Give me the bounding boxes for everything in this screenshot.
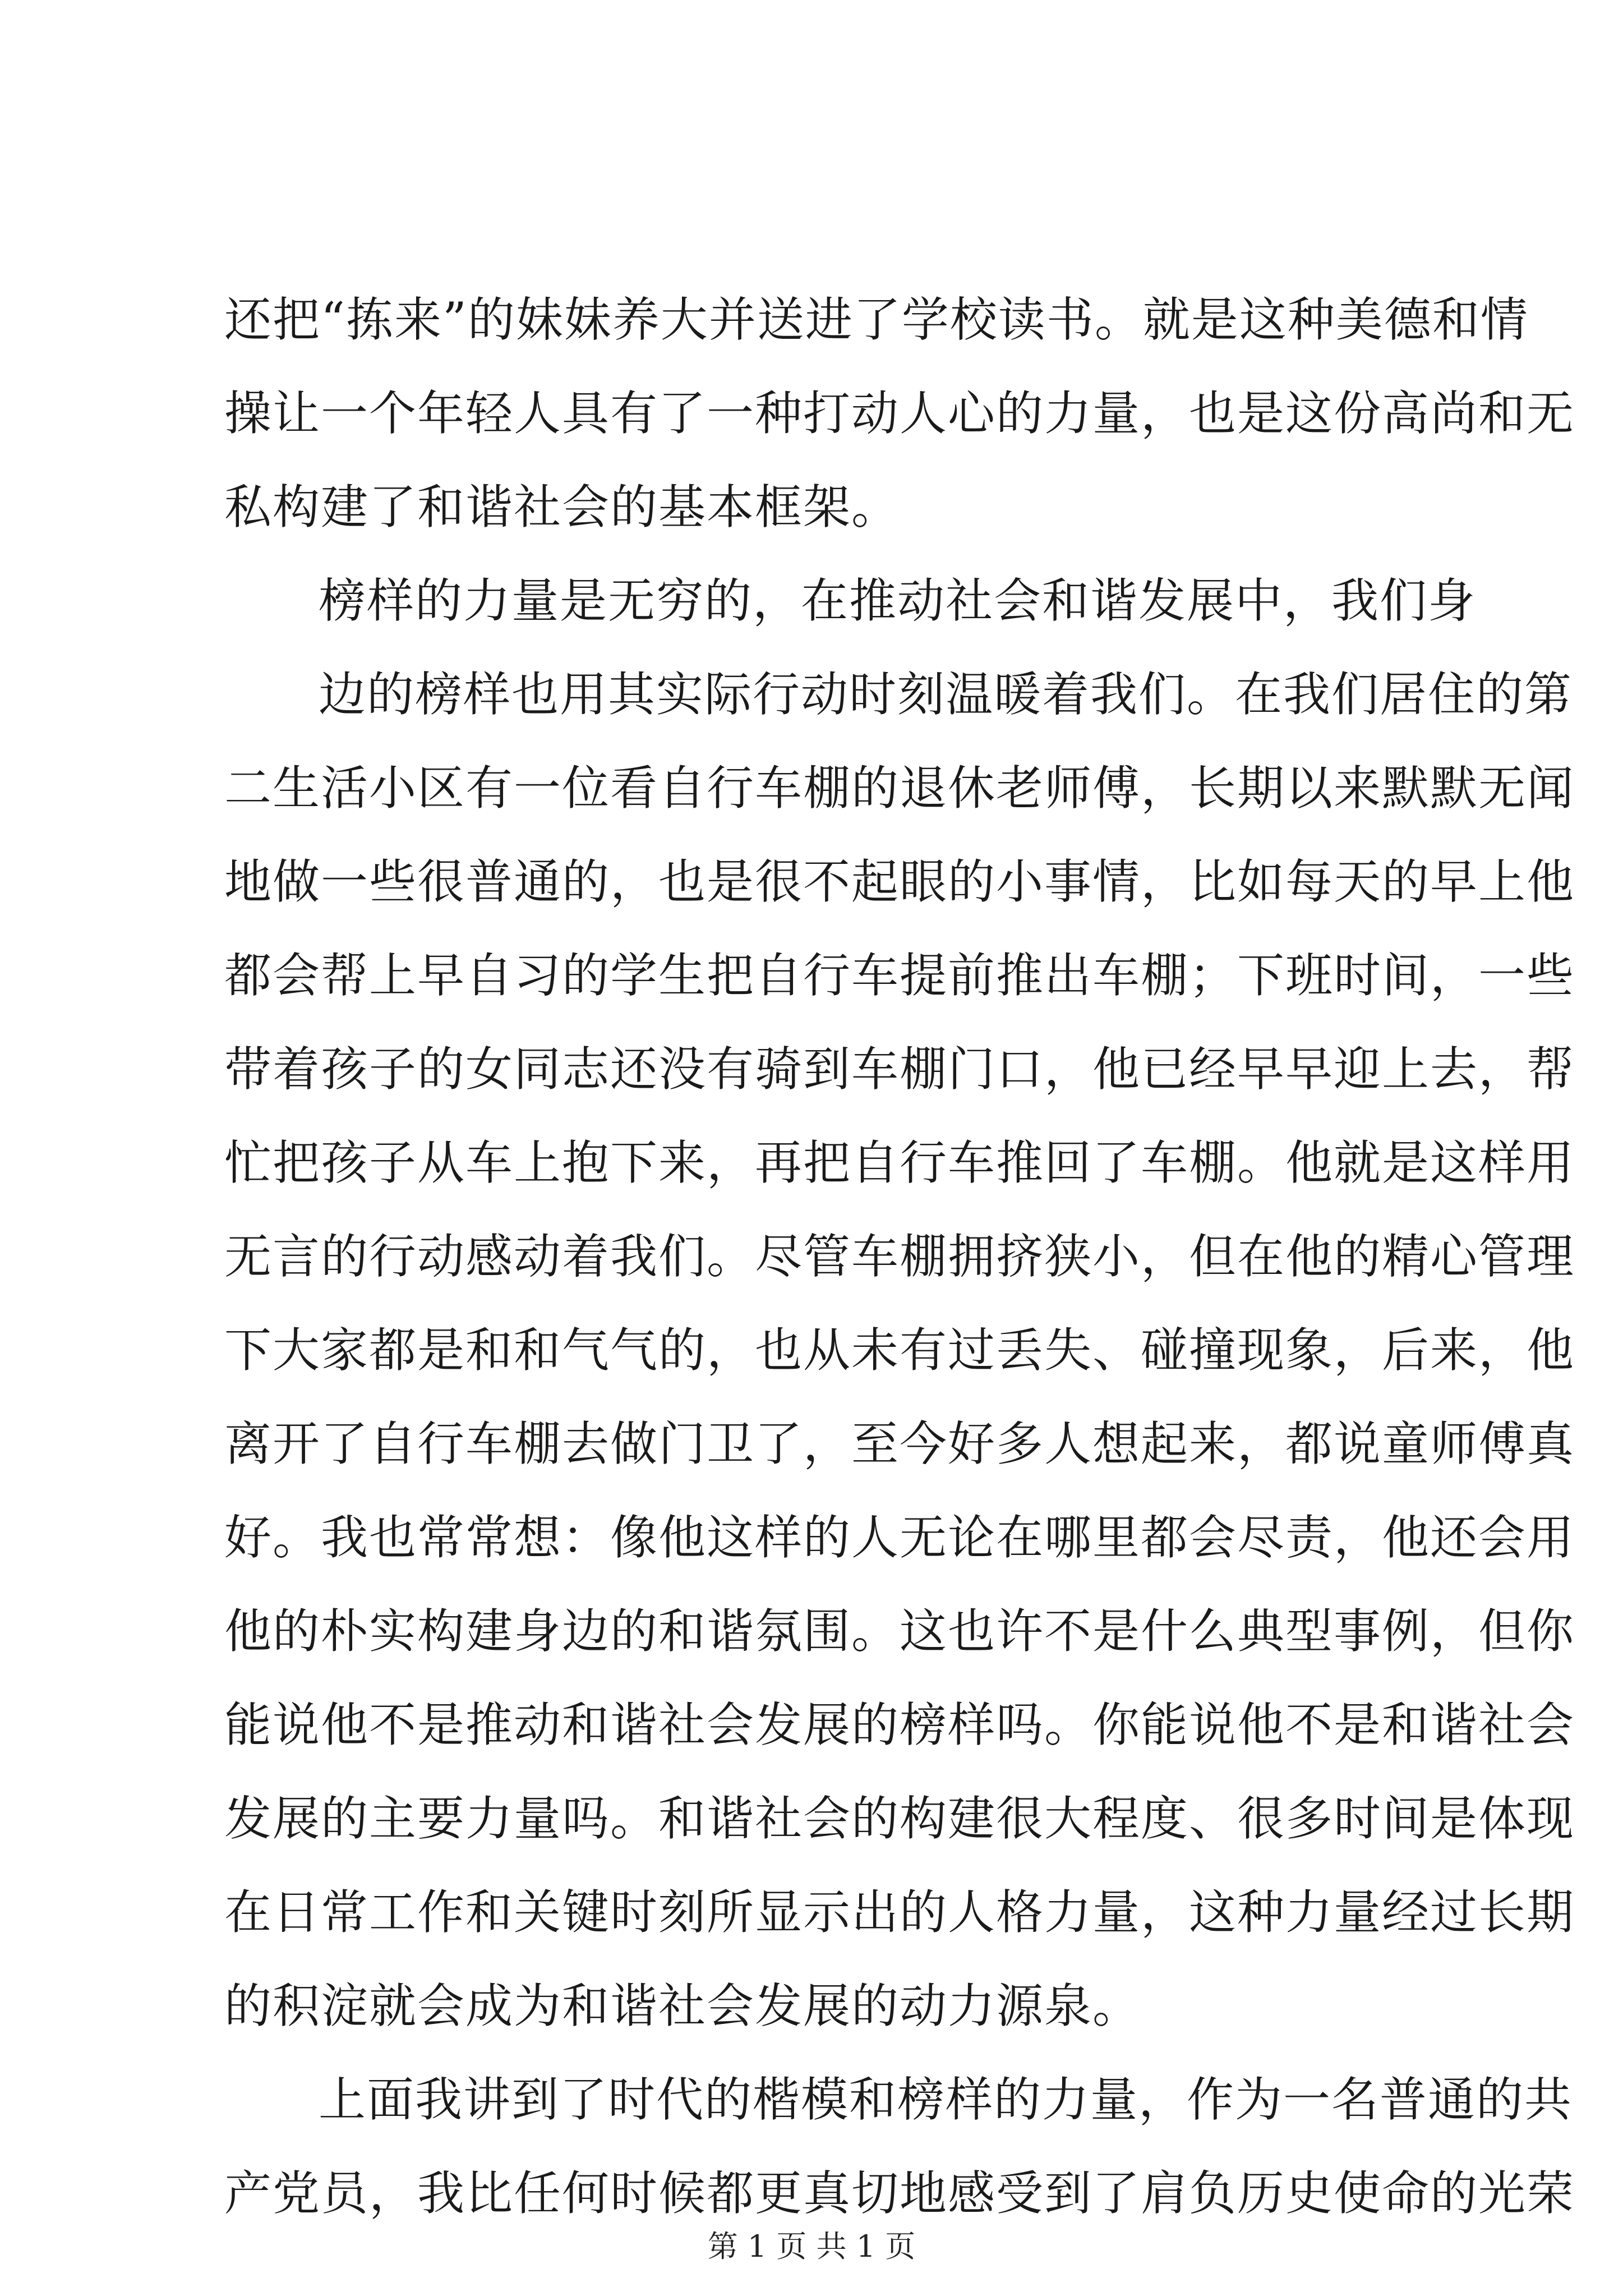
text-line: 都会帮上早自习的学生把自行车提前推出车棚；下班时间，一些	[224, 948, 1575, 1003]
text-line: 私构建了和谐社会的基本框架。	[224, 480, 900, 535]
text-line: 操让一个年轻人具有了一种打动人心的力量，也是这份高尚和无	[224, 386, 1575, 441]
text-line: 无言的行动感动着我们。尽管车棚拥挤狭小，但在他的精心管理	[224, 1229, 1575, 1284]
text-line: 忙把孩子从车上抱下来，再把自行车推回了车棚。他就是这样用	[224, 1135, 1575, 1190]
text-line: 边的榜样也用其实际行动时刻温暖着我们。在我们居住的第	[319, 667, 1573, 722]
text-line: 好。我也常常想：像他这样的人无论在哪里都会尽责，他还会用	[224, 1510, 1575, 1565]
text-line: 离开了自行车棚去做门卫了，至今好多人想起来，都说童师傅真	[224, 1416, 1575, 1471]
text-line: 发展的主要力量吗。和谐社会的构建很大程度、很多时间是体现	[224, 1791, 1575, 1846]
text-line: 的积淀就会成为和谐社会发展的动力源泉。	[224, 1978, 1141, 2033]
text-line: 他的朴实构建身边的和谐氛围。这也许不是什么典型事例，但你	[224, 1604, 1575, 1659]
text-line: 能说他不是推动和谐社会发展的榜样吗。你能说他不是和谐社会	[224, 1697, 1575, 1752]
page-footer: 第 1 页 共 1 页	[707, 2229, 916, 2264]
text-line: 产党员，我比任何时候都更真切地感受到了肩负历史使命的光荣	[224, 2166, 1575, 2221]
text-line: 二生活小区有一位看自行车棚的退休老师傅，长期以来默默无闻	[224, 761, 1575, 816]
text-line: 在日常工作和关键时刻所显示出的人格力量，这种力量经过长期	[224, 1885, 1575, 1940]
text-line: 地做一些很普通的，也是很不起眼的小事情，比如每天的早上他	[224, 854, 1575, 909]
text-line: 榜样的力量是无穷的，在推动社会和谐发展中，我们身	[319, 573, 1477, 628]
text-line: 上面我讲到了时代的楷模和榜样的力量，作为一名普通的共	[319, 2072, 1573, 2127]
text-line: 下大家都是和和气气的，也从未有过丢失、碰撞现象，后来，他	[224, 1323, 1575, 1378]
text-line: 带着孩子的女同志还没有骑到车棚门口，他已经早早迎上去，帮	[224, 1042, 1575, 1097]
text-line: 还把“拣来”的妹妹养大并送进了学校读书。就是这种美德和情	[224, 292, 1529, 347]
